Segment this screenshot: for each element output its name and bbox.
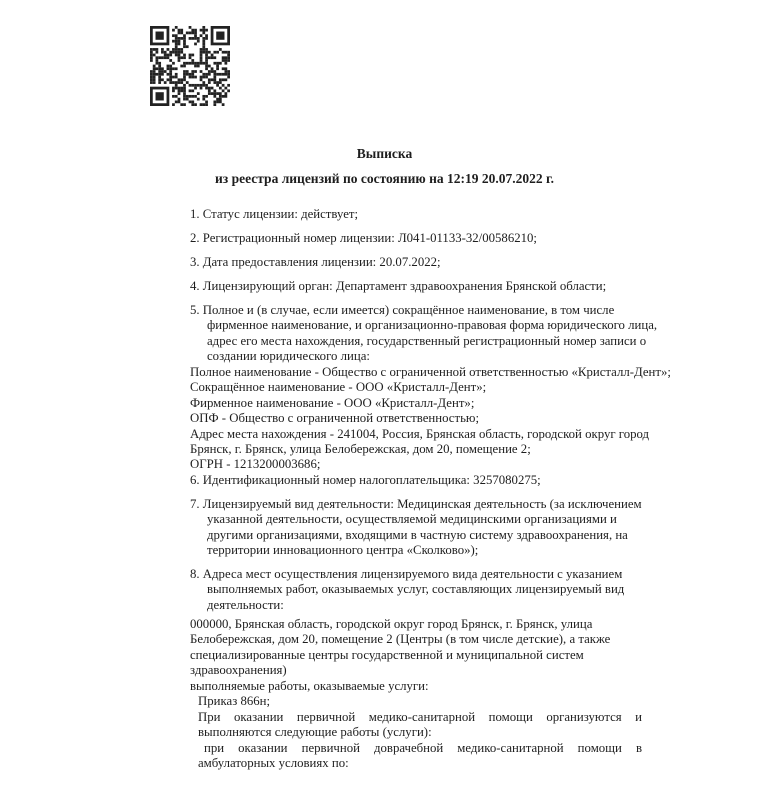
document-subtitle: из реестра лицензий по состоянию на 12:19 20.07.2022 г. <box>215 171 554 186</box>
brand-name-line: Фирменное наименование - ООО «Кристалл-Дент»; <box>190 395 475 410</box>
item-license-date: 3. Дата предоставления лицензии: 20.07.2022; <box>190 255 441 269</box>
activity-address-block <box>190 617 642 694</box>
legal-form-line: ОПФ - Общество с ограниченной ответственностью; <box>190 411 480 426</box>
address-line-2: Брянск, г. Брянск, улица Белобережская, дом 20, помещение 2; <box>190 442 531 457</box>
item-registration-number: 2. Регистрационный номер лицензии: Л041-01133-32/00586210; <box>190 231 537 245</box>
item-activity-addresses: 8. Адреса мест осуществления лицензируемого вида деятельности с указанием выполняемых работ, оказываемых услуг, составляющих лицензируемый вид деятельности: <box>190 567 625 612</box>
organization-details <box>190 365 671 473</box>
document-title: Выписка <box>356 146 413 161</box>
item-activity-type: 7. Лицензируемый вид деятельности: Медицинская деятельность (за исключением указанной деятельности, осуществляемой медицинскими организациями и другими организациями, входящими в частную систему здравоохранения, на территории инновационного центра «Сколково»); <box>190 497 642 558</box>
item-inn: 6. Идентификационный номер налогоплательщика: 3257080275; <box>190 473 541 487</box>
item-license-status: 1. Статус лицензии: действует; <box>190 207 359 221</box>
item-licensing-authority: 4. Лицензирующий орган: Департамент здравоохранения Брянской области; <box>190 279 607 293</box>
activity-address-line: здравоохранения) <box>190 663 287 678</box>
primary-care-text: При оказании первичной медико-санитарной помощи организуются и выполняются следующие работы (услуги): <box>198 710 642 740</box>
item-organization-name: 5. Полное и (в случае, если имеется) сокращённое наименование, в том числе фирменное наименование, и организационно-правовая форма юридического лица, адрес его места нахождения, государственный регистрационный номер записи о создании юридического лица: <box>190 303 658 364</box>
activity-address-line: Белобережская, дом 20, помещение 2 (Центры (в том числе детские), а также <box>190 632 611 647</box>
qr-code <box>150 26 230 106</box>
order-line: Приказ 866н; <box>198 694 271 708</box>
prehospital-care-text: при оказании первичной доврачебной медико-санитарной помощи в амбулаторных условиях по: <box>198 741 642 771</box>
address-line-1: Адрес места нахождения - 241004, Россия, Брянская область, городской округ город <box>190 426 650 441</box>
ogrn-line: ОГРН - 1213200003686; <box>190 457 321 472</box>
services-heading: выполняемые работы, оказываемые услуги: <box>190 678 429 693</box>
activity-address-line: 000000, Брянская область, городской округ город Брянск, г. Брянск, улица <box>190 617 593 631</box>
activity-address-line: специализированные центры государственной и муниципальной систем <box>190 647 584 662</box>
full-name-line: Полное наименование - Общество с ограниченной ответственностью «Кристалл-Дент»; <box>190 365 671 379</box>
short-name-line: Сокращённое наименование - ООО «Кристалл-Дент»; <box>190 380 487 395</box>
